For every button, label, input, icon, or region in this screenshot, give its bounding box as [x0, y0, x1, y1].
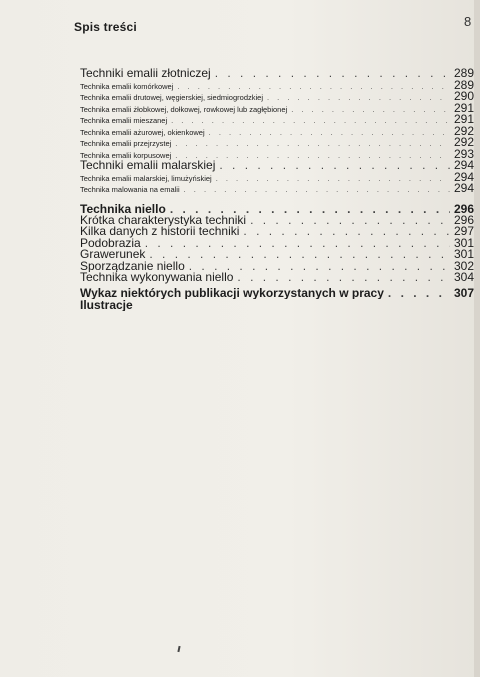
toc-item: Technika emalii malarskiej, limużyńskiej . . . 294 — [80, 172, 480, 184]
toc-section-enamel-goldsmith — [80, 68, 480, 80]
toc-item: Technika emalii komórkowej . . . 289 — [80, 80, 480, 92]
toc-item: Technika emalii żłobkowej, dołkowej, rowkowej lub zagłębionej . . . 291 — [80, 103, 480, 115]
table-of-contents — [80, 68, 480, 311]
toc-item: Technika emalii ażurowej, okienkowej . . . 292 — [80, 126, 480, 138]
toc-page: 296 — [454, 202, 475, 215]
toc-section-title: Techniki emalii malarskiej — [80, 160, 216, 172]
toc-item: Technika emalii korpusowej . . . 293 — [80, 149, 480, 161]
toc-section-title: Techniki emalii złotniczej — [80, 68, 211, 80]
toc-item: Technika wykonywania niello . . . 304 — [80, 272, 480, 284]
toc-section-publications: Wykaz niektórych publikacji wykorzystanych w pracy . . . 307 — [80, 287, 480, 299]
toc-page: 289 — [454, 68, 475, 80]
toc-section-illustrations: Ilustracje — [80, 298, 133, 311]
toc-item: Technika emalii drutowej, węgierskiej, siedmiogrodzkiej . . . 290 — [80, 91, 480, 103]
toc-section-title: Technika niello — [80, 202, 166, 215]
toc-item: Technika emalii mieszanej . . . 291 — [80, 114, 480, 126]
ink-mark — [177, 646, 180, 652]
toc-item: Sporządzanie niello . . . 302 — [80, 261, 480, 273]
toc-page: 307 — [454, 286, 475, 299]
toc-item: Krótka charakterystyka techniki . . . 296 — [80, 215, 480, 227]
page-heading: Spis treści — [74, 20, 137, 34]
toc-item: Grawerunek . . . 301 — [80, 249, 480, 261]
toc-item: Kilka danych z historii techniki . . . 297 — [80, 226, 480, 238]
toc-page: 294 — [454, 160, 475, 172]
toc-item: Technika emalii przejrzystej . . . 292 — [80, 137, 480, 149]
toc-item: Technika malowania na emalii . . . 294 — [80, 183, 480, 195]
toc-section-niello — [80, 203, 480, 215]
toc-section-enamel-painting — [80, 160, 480, 172]
page-number: 8 — [464, 14, 472, 29]
toc-item: Podobrazia . . . 301 — [80, 238, 480, 250]
